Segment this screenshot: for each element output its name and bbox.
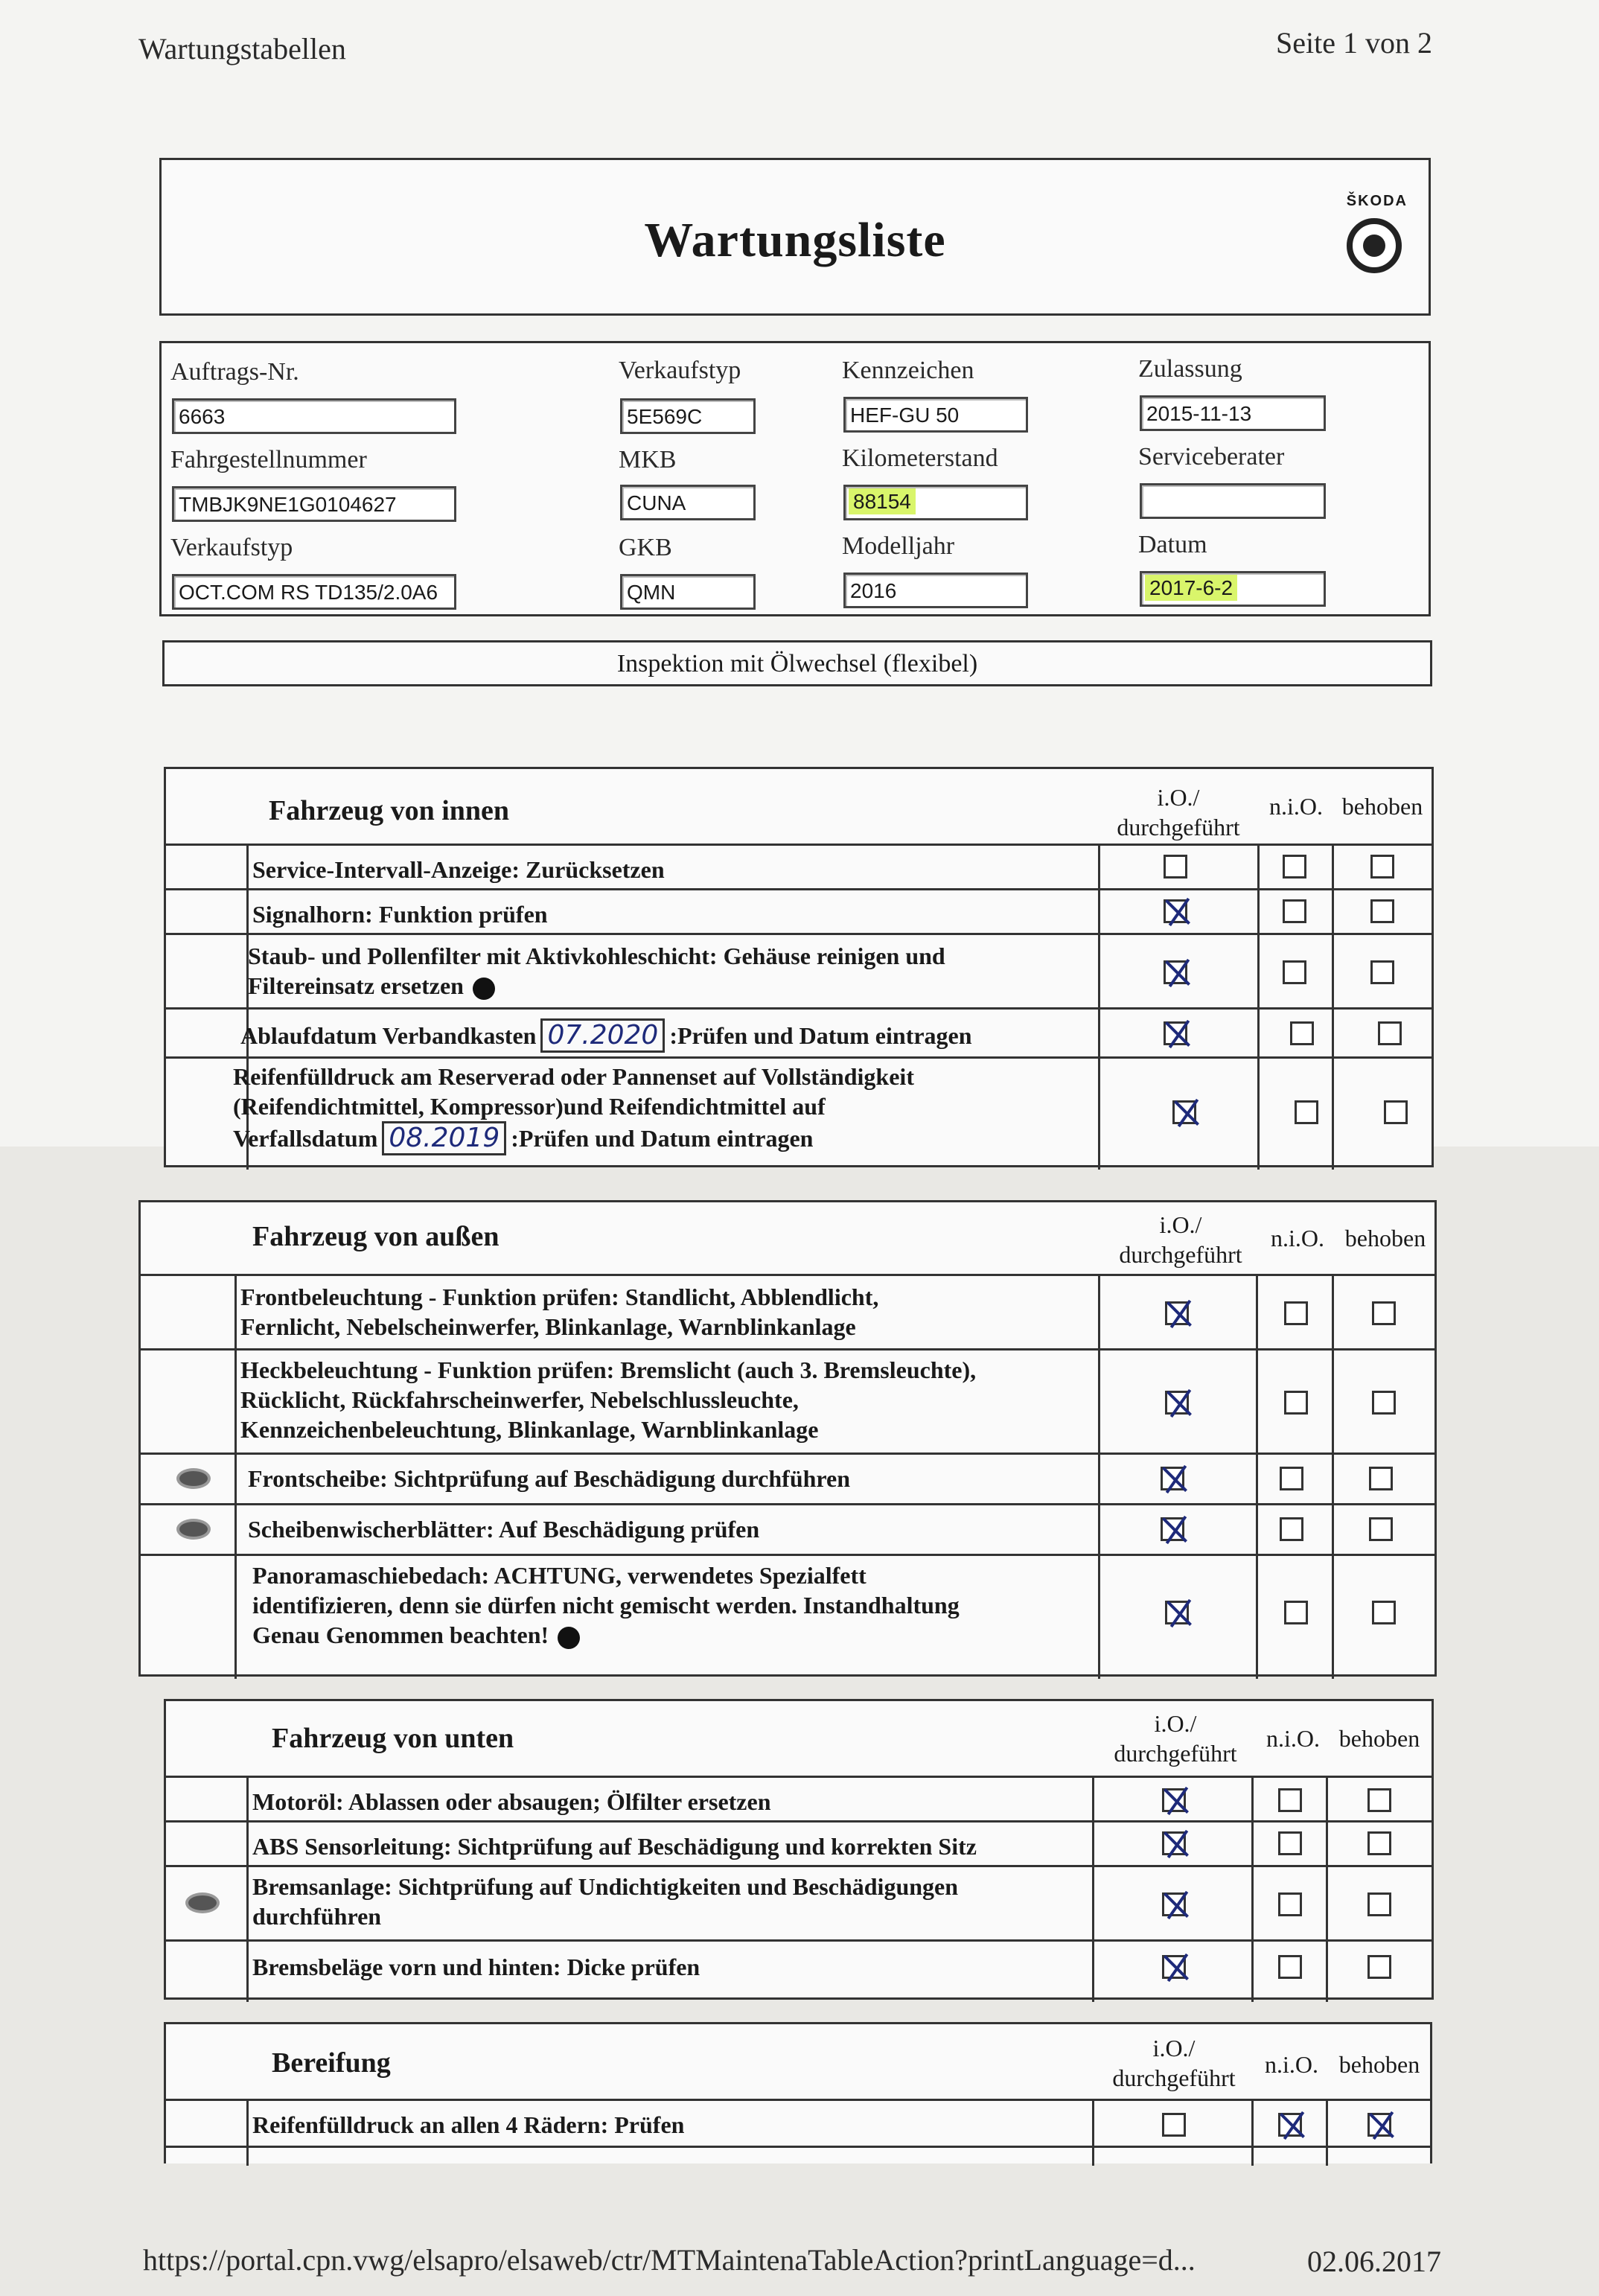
- nio-checkbox[interactable]: [1278, 1955, 1302, 1979]
- section-aussen: [138, 1200, 1437, 1677]
- io-checkbox[interactable]: [1165, 1601, 1189, 1624]
- datum-value: 2017-6-2: [1145, 575, 1237, 601]
- datum-field: [1140, 571, 1326, 607]
- section-bereifung: [164, 2022, 1432, 2163]
- col-io-head: i.O./ durchgeführt: [1114, 1710, 1237, 1767]
- verkaufstyp-label-2: Verkaufstyp: [170, 534, 293, 561]
- modelljahr-label: Modelljahr: [842, 532, 955, 560]
- behoben-checkbox[interactable]: [1372, 1301, 1396, 1325]
- behoben-checkbox[interactable]: [1367, 1955, 1391, 1979]
- table-row: [141, 1503, 1436, 1554]
- col-io-head: i.O./ durchgeführt: [1112, 2035, 1236, 2091]
- nio-checkbox[interactable]: [1295, 1100, 1318, 1124]
- io-checkbox[interactable]: [1164, 1021, 1187, 1045]
- nio-checkbox[interactable]: [1280, 1517, 1303, 1541]
- brand-wordmark: ŠKODA: [1346, 193, 1408, 209]
- nio-checkbox[interactable]: [1283, 855, 1306, 878]
- bullet-dot-icon: [558, 1627, 580, 1649]
- io-checkbox[interactable]: [1164, 855, 1187, 878]
- behoben-checkbox[interactable]: [1372, 1601, 1396, 1624]
- row-motoroel: Motoröl: Ablassen oder absaugen; Ölfilter ersetzen: [252, 1788, 771, 1815]
- row-heckbeleuchtung: Heckbeleuchtung - Funktion prüfen: Bremslicht (auch 3. Bremsleuchte), Rücklicht, Rückfahrscheinwerfer, Nebelschlussleuchte, Kennzeichenbeleuchtung, Blinkanlage, Warnblinkanlage: [240, 1356, 977, 1443]
- io-checkbox[interactable]: [1161, 1517, 1184, 1541]
- nio-checkbox[interactable]: [1284, 1601, 1308, 1624]
- col-nio-head: n.i.O.: [1266, 1725, 1320, 1752]
- auftrag-field: 6663: [172, 398, 456, 434]
- col-behoben-head: behoben: [1344, 1225, 1426, 1251]
- table-row: [166, 1939, 1432, 1999]
- bullet-dot-icon: [473, 978, 495, 1000]
- col-nio-head: n.i.O.: [1271, 1225, 1324, 1251]
- eye-icon: [185, 1892, 220, 1913]
- fahrgestellnummer-field: TMBJK9NE1G0104627: [172, 486, 456, 522]
- table-row: [166, 1865, 1432, 1939]
- verbandkasten-date: 07.2020: [540, 1018, 665, 1053]
- col-nio-head: n.i.O.: [1265, 2051, 1318, 2078]
- table-row: [141, 1348, 1436, 1452]
- nio-checkbox[interactable]: [1280, 1467, 1303, 1490]
- row-pollenfilter: Staub- und Pollenfilter mit Aktivkohleschicht: Gehäuse reinigen und Filtereinsatz ersetzen: [248, 943, 945, 999]
- section-unten: [164, 1699, 1434, 2000]
- nio-checkbox[interactable]: [1278, 1892, 1302, 1916]
- row-scheibenwischer: Scheibenwischerblätter: Auf Beschädigung prüfen: [248, 1516, 760, 1543]
- col-nio-head: n.i.O.: [1269, 793, 1323, 820]
- nio-checkbox[interactable]: [1278, 1788, 1302, 1812]
- header-left: Wartungstabellen: [138, 32, 346, 66]
- io-checkbox[interactable]: [1165, 1301, 1189, 1325]
- table-row: [166, 1007, 1432, 1056]
- row-service-intervall: Service-Intervall-Anzeige: Zurücksetzen: [252, 856, 665, 883]
- row-frontbeleuchtung: Frontbeleuchtung - Funktion prüfen: Standlicht, Abblendlicht, Fernlicht, Nebelscheinwerfer, Blinkanlage, Warnblinkanlage: [240, 1283, 879, 1340]
- nio-checkbox[interactable]: [1278, 2113, 1302, 2137]
- table-row: [166, 888, 1432, 933]
- kilometerstand-field: [843, 485, 1028, 520]
- section-innen: [164, 767, 1434, 1167]
- row-reserverad: Reifenfülldruck am Reserverad oder Pannenset auf Vollständigkeit (Reifendichtmittel, Kompressor)und Reifendichtmittel auf Verfallsdatum 08.2019 :Prüfen und Datum eintragen: [233, 1062, 914, 1155]
- row-panoramaschiebedach: Panoramaschiebedach: ACHTUNG, verwendetes Spezialfett identifizieren, denn sie dürfen nicht gemischt werden. Instandhaltung Genau Genommen beachten!: [252, 1562, 960, 1648]
- io-checkbox[interactable]: [1162, 2113, 1186, 2137]
- nio-checkbox[interactable]: [1278, 1831, 1302, 1855]
- behoben-checkbox[interactable]: [1367, 1788, 1391, 1812]
- behoben-checkbox[interactable]: [1370, 960, 1394, 984]
- header-page-number: Seite 1 von 2: [1276, 26, 1432, 60]
- serviceberater-field: [1140, 483, 1326, 519]
- serviceberater-label: Serviceberater: [1138, 443, 1285, 471]
- fahrgestellnummer-label: Fahrgestellnummer: [170, 446, 367, 473]
- service-type: Inspektion mit Ölwechsel (flexibel): [162, 640, 1432, 686]
- nio-checkbox[interactable]: [1290, 1021, 1314, 1045]
- row-signalhorn: Signalhorn: Funktion prüfen: [252, 901, 548, 928]
- reifendichtmittel-date: 08.2019: [382, 1121, 506, 1155]
- verkaufstyp-field: 5E569C: [620, 398, 756, 434]
- table-row: [141, 1452, 1436, 1503]
- behoben-checkbox[interactable]: [1372, 1391, 1396, 1415]
- io-checkbox[interactable]: [1164, 960, 1187, 984]
- table-row: [166, 933, 1432, 1007]
- footer-url: https://portal.cpn.vwg/elsapro/elsaweb/ctr/MTMaintenaTableAction?printLanguage=d...: [143, 2243, 1196, 2277]
- nio-checkbox[interactable]: [1283, 960, 1306, 984]
- behoben-checkbox[interactable]: [1369, 1467, 1393, 1490]
- behoben-checkbox[interactable]: [1367, 1892, 1391, 1916]
- io-checkbox[interactable]: [1165, 1391, 1189, 1415]
- section-unten-title: Fahrzeug von unten: [272, 1723, 514, 1754]
- verkaufstyp-field-2: OCT.COM RS TD135/2.0A6: [172, 574, 456, 610]
- table-row: [166, 2099, 1432, 2148]
- table-row: [166, 1776, 1432, 1820]
- verkaufstyp-label: Verkaufstyp: [619, 357, 741, 384]
- col-io-head: i.O./ durchgeführt: [1117, 784, 1240, 841]
- skoda-logo-icon: [1347, 218, 1402, 273]
- col-behoben-head: behoben: [1338, 2051, 1420, 2078]
- io-checkbox[interactable]: [1164, 899, 1187, 923]
- row-abs-sensor: ABS Sensorleitung: Sichtprüfung auf Beschädigung und korrekten Sitz: [252, 1833, 977, 1860]
- eye-icon: [176, 1519, 211, 1540]
- col-behoben-head: behoben: [1338, 1725, 1420, 1752]
- behoben-checkbox[interactable]: [1384, 1100, 1408, 1124]
- mkb-field: CUNA: [620, 485, 756, 520]
- io-checkbox[interactable]: [1161, 1467, 1184, 1490]
- mkb-label: MKB: [619, 446, 677, 473]
- row-bremsbelaege: Bremsbeläge vorn und hinten: Dicke prüfen: [252, 1954, 700, 1980]
- col-behoben-head: behoben: [1341, 793, 1423, 820]
- io-checkbox[interactable]: [1162, 1831, 1186, 1855]
- io-checkbox[interactable]: [1162, 1892, 1186, 1916]
- datum-label: Datum: [1138, 531, 1207, 558]
- kilometerstand-label: Kilometerstand: [842, 444, 998, 472]
- section-innen-title: Fahrzeug von innen: [269, 795, 510, 826]
- zulassung-field: 2015-11-13: [1140, 395, 1326, 431]
- behoben-checkbox[interactable]: [1378, 1021, 1402, 1045]
- modelljahr-field: 2016: [843, 573, 1028, 608]
- kennzeichen-label: Kennzeichen: [842, 357, 974, 384]
- io-checkbox[interactable]: [1162, 1955, 1186, 1979]
- section-aussen-title: Fahrzeug von außen: [252, 1221, 500, 1252]
- behoben-checkbox[interactable]: [1370, 855, 1394, 878]
- eye-icon: [176, 1468, 211, 1489]
- table-row: [166, 1820, 1432, 1865]
- vehicle-info-box: [159, 341, 1431, 616]
- gkb-field: QMN: [620, 574, 756, 610]
- auftrag-label: Auftrags-Nr.: [170, 358, 299, 386]
- table-row: [166, 844, 1432, 888]
- io-checkbox[interactable]: [1162, 1788, 1186, 1812]
- row-verbandkasten: Ablaufdatum Verbandkasten 07.2020 :Prüfen und Datum eintragen: [240, 1018, 972, 1053]
- zulassung-label: Zulassung: [1138, 355, 1242, 383]
- table-row: [166, 1056, 1432, 1167]
- row-frontscheibe: Frontscheibe: Sichtprüfung auf Beschädigung durchführen: [248, 1465, 851, 1492]
- kennzeichen-field: HEF-GU 50: [843, 397, 1028, 433]
- row-reifenfuelldruck: Reifenfülldruck an allen 4 Rädern: Prüfen: [252, 2111, 685, 2138]
- section-bereifung-title: Bereifung: [272, 2047, 391, 2079]
- behoben-checkbox[interactable]: [1369, 1517, 1393, 1541]
- behoben-checkbox[interactable]: [1370, 899, 1394, 923]
- behoben-checkbox[interactable]: [1367, 2113, 1391, 2137]
- nio-checkbox[interactable]: [1283, 899, 1306, 923]
- footer-date: 02.06.2017: [1307, 2245, 1441, 2278]
- kilometerstand-value: 88154: [849, 488, 916, 514]
- page-title: Wartungsliste: [644, 213, 946, 267]
- nio-checkbox[interactable]: [1284, 1391, 1308, 1415]
- title-box: [159, 158, 1431, 316]
- behoben-checkbox[interactable]: [1367, 1831, 1391, 1855]
- row-bremsanlage: Bremsanlage: Sichtprüfung auf Undichtigkeiten und Beschädigungen durchführen: [252, 1873, 959, 1930]
- io-checkbox[interactable]: [1172, 1100, 1196, 1124]
- nio-checkbox[interactable]: [1284, 1301, 1308, 1325]
- table-row: [141, 1554, 1436, 1676]
- table-row: [141, 1274, 1436, 1348]
- gkb-label: GKB: [619, 534, 672, 561]
- col-io-head: i.O./ durchgeführt: [1119, 1211, 1242, 1268]
